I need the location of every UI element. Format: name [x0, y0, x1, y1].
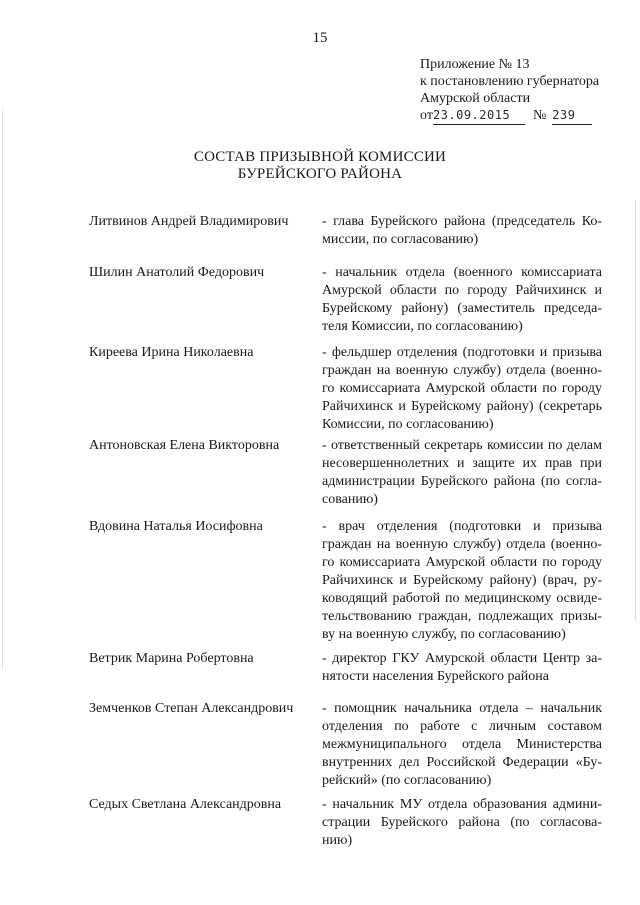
member-role [322, 650, 602, 686]
title-line-1: СОСТАВ ПРИЗЫВНОЙ КОМИССИИ [193, 149, 447, 165]
role-line: - глава Бурейского района (председатель Ко- [322, 214, 602, 229]
role-line: межмуниципального отдела Министерства [322, 737, 602, 752]
member-role [322, 437, 602, 509]
member-role [322, 796, 602, 850]
role-line: Комиссии, по согласованию) [322, 417, 494, 432]
role-line: го комиссариата Амурской области по городу [322, 381, 602, 396]
role-line: нятости населения Бурейского района [322, 669, 549, 684]
title-line-2: БУРЕЙСКОГО РАЙОНА [237, 166, 403, 182]
role-line: - ответственный секретарь комиссии по делам [322, 438, 602, 453]
member-name: Шилин Анатолий Федорович [89, 265, 265, 280]
appendix-date-line [420, 107, 620, 125]
date-value: 23.09.2015 [433, 107, 525, 125]
role-line: внутренних дел Российской Федерации «Бу- [322, 755, 602, 770]
member-role [322, 213, 602, 249]
role-line: - начальник МУ отдела образования админи- [322, 797, 602, 812]
member-name: Ветрик Марина Робертовна [89, 651, 254, 666]
scan-edge-right [635, 200, 636, 620]
role-line: граждан на военную службу) отдела (военно- [322, 363, 602, 378]
page-number: 15 [312, 30, 328, 46]
role-line: ководящий работой по медицинскому освиде- [322, 591, 602, 606]
role-line: отделения по работе с личным составом [322, 719, 602, 734]
role-line: сованию) [322, 492, 378, 507]
member-name: Антоновская Елена Викторовна [89, 438, 280, 453]
role-line: теля Комиссии, по согласованию) [322, 319, 523, 334]
member-role [322, 344, 602, 434]
role-line: Райчихинск и Бурейскому району) (врач, ру- [322, 573, 602, 588]
role-line: - помощник начальника отдела – начальник [322, 701, 602, 716]
role-line: граждан на военную службу) отдела (военно- [322, 537, 602, 552]
member-name: Вдовина Наталья Иосифовна [89, 519, 263, 534]
role-line: - начальник отдела (военного комиссариата [322, 265, 602, 280]
number-value: 239 [552, 107, 592, 125]
role-line: миссии, по согласованию) [322, 232, 479, 247]
appendix-region: Амурской области [420, 91, 531, 106]
member-role [322, 264, 602, 336]
role-line: тельствованию граждан, подлежащих призы- [322, 609, 602, 624]
role-line: администрации Бурейского района (по согла- [322, 474, 602, 489]
role-line: - фельдшер отделения (подготовки и призыва [322, 345, 602, 360]
scan-edge-left [2, 110, 3, 670]
document-title [0, 149, 640, 183]
role-line: ву на военную службу, по согласованию) [322, 627, 566, 642]
member-name: Киреева Ирина Николаевна [89, 345, 254, 360]
role-line: рейский» (по согласованию) [322, 773, 492, 788]
role-line: страции Бурейского района (по согласова- [322, 815, 602, 830]
member-role [322, 700, 602, 790]
role-line: Амурской области по городу Райчихинск и [322, 283, 602, 298]
date-prefix: от [420, 108, 433, 123]
role-line: несовершеннолетних и защите их прав при [322, 456, 602, 471]
role-line: нию) [322, 833, 353, 848]
number-prefix: № [532, 108, 547, 123]
member-name: Седых Светлана Александровна [89, 797, 282, 812]
appendix-title: Приложение № 13 [420, 57, 530, 72]
role-line: - врач отделения (подготовки и призыва [322, 519, 602, 534]
role-line: - директор ГКУ Амурской области Центр за- [322, 651, 602, 666]
member-role [322, 518, 602, 644]
appendix-block [420, 56, 620, 125]
role-line: Райчихинск и Бурейскому району) (секретарь [322, 399, 602, 414]
appendix-reference: к постановлению губернатора [420, 74, 600, 89]
role-line: го комиссариата Амурской области по городу [322, 555, 602, 570]
member-name: Литвинов Андрей Владимирович [89, 214, 289, 229]
role-line: Бурейскому району) (заместитель председа- [322, 301, 602, 316]
member-name: Земченков Степан Александрович [89, 701, 294, 716]
